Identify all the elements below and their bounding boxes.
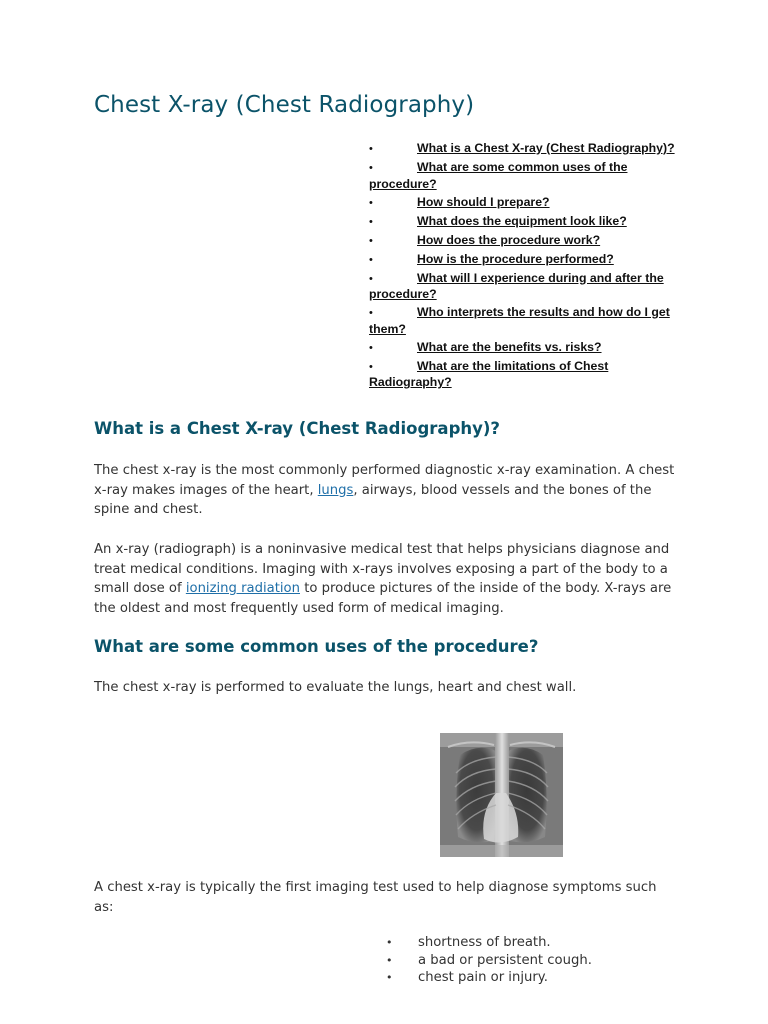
bullet: • (369, 196, 373, 209)
ionizing-radiation-link[interactable]: ionizing radiation (185, 581, 300, 596)
toc-link-experience[interactable]: What will I experience during and after the procedure? (369, 270, 664, 301)
list-item-label: chest pain or injury. (418, 970, 548, 985)
bullet: • (369, 162, 373, 174)
toc-link-limitations[interactable]: What are the limitations of Chest Radiography? (369, 358, 609, 389)
toc-item (369, 305, 679, 337)
toc-link-performed[interactable]: How is the procedure performed? (417, 251, 614, 266)
toc-item (369, 141, 679, 158)
list-item (386, 934, 592, 952)
list-item (386, 952, 592, 970)
bullet: • (369, 215, 373, 228)
section-heading-what-is: What is a Chest X-ray (Chest Radiography)? (94, 419, 500, 438)
toc-item (369, 195, 679, 212)
chest-xray-image (440, 733, 563, 857)
toc-item (369, 214, 679, 231)
toc-item (369, 160, 679, 192)
toc-item (369, 340, 679, 357)
toc-link-what-is[interactable]: What is a Chest X-ray (Chest Radiography)? (417, 141, 675, 155)
table-of-contents (369, 141, 679, 393)
bullet: • (386, 953, 393, 967)
symptoms-list (386, 934, 592, 987)
bullet: • (369, 360, 373, 373)
toc-link-equipment[interactable]: What does the equipment look like? (417, 213, 627, 228)
paragraph-text: , airways, blood vessels and the bones of the spine and chest. (94, 482, 652, 517)
paragraph-uses: The chest x-ray is performed to evaluate the lungs, heart and chest wall. (94, 680, 577, 695)
bullet: • (369, 234, 373, 247)
toc-link-benefits-risks[interactable]: What are the benefits vs. risks? (417, 339, 602, 354)
toc-link-results[interactable]: Who interprets the results and how do I get them? (369, 305, 670, 336)
toc-item (369, 359, 679, 391)
page-title: Chest X-ray (Chest Radiography) (94, 92, 475, 118)
bullet: • (369, 272, 373, 285)
toc-item (369, 271, 679, 303)
bullet: • (369, 143, 373, 155)
paragraph-text: An x-ray (radiograph) is a noninvasive medical test that helps physicians diagnose and treat medical conditions. Imaging with x-rays involves exposing a part of the body to a small dose of (94, 542, 670, 596)
paragraph-text: to produce pictures of the inside of the body. X-rays are the oldest and most frequently used form of medical imaging. (94, 581, 672, 616)
list-item (386, 969, 592, 987)
toc-link-prepare[interactable]: How should I prepare? (417, 194, 550, 209)
paragraph-text: The chest x-ray is the most commonly performed diagnostic x-ray examination. A chest x-ray makes images of the heart, (94, 463, 675, 498)
bullet: • (369, 307, 373, 319)
list-item-label: a bad or persistent cough. (418, 952, 592, 968)
bullet: • (369, 253, 373, 266)
paragraph-intro (94, 461, 679, 520)
chest-xray-graphic (440, 733, 563, 857)
bullet: • (386, 936, 393, 949)
list-item-label: shortness of breath. (418, 935, 551, 950)
toc-item (369, 233, 679, 250)
bullet: • (386, 971, 393, 984)
toc-item (369, 252, 679, 269)
paragraph-xray-definition (94, 540, 679, 618)
toc-link-common-uses[interactable]: What are some common uses of the procedure? (369, 160, 628, 191)
lungs-link[interactable]: lungs (317, 482, 354, 498)
toc-link-how-work[interactable]: How does the procedure work? (417, 232, 601, 247)
section-heading-common-uses: What are some common uses of the procedure? (94, 637, 539, 656)
bullet: • (369, 341, 373, 354)
paragraph-symptoms-intro: A chest x-ray is typically the first imaging test used to help diagnose symptoms such as: (94, 880, 657, 915)
